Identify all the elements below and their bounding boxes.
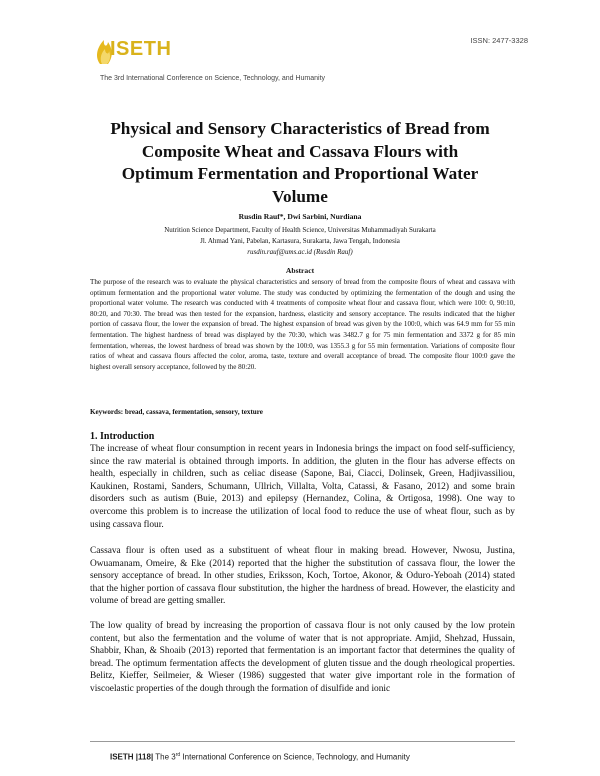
title-line: Composite Wheat and Cassava Flours with — [141, 141, 459, 161]
affiliation-department: Nutrition Science Department, Faculty of Health Science, Universitas Muhammadiyah Surakarta — [164, 226, 436, 234]
title-line: Optimum Fermentation and Proportional Water — [121, 164, 479, 183]
title-line: Physical and Sensory Characteristics of Bread from — [110, 119, 490, 138]
footer-conf-sup: rd — [175, 752, 181, 758]
footer-brand: ISETH — [110, 752, 134, 762]
logo-text: ISETH — [110, 38, 172, 60]
footer-conf-rest: International Conference on Science, Technology, and Humanity — [182, 752, 410, 762]
section-heading-introduction: 1. Introduction — [90, 431, 155, 442]
body-paragraph: The increase of wheat flour consumption in recent years in Indonesia brings the impact on food self-sufficiency, since the raw material is obtained through imports. In addition, the gluten in the flour has adverse effects on health, especially in children, such as celiac disease (Sapone, Bai, Ciacci, Dolinsek, Green, Hadjivassiliou, Kaukinen, Rostami, Sanders, Schumann, Ullrich, Villalta, Volta, Catassi, & Fasano, 2012) and some brain disorders such as autism (Buie, 2013) and epilepsy (Hernandez, Colina, & Ortigosa, 1998). One way to overcome this problem is to increase the utilization of local food to reduce the use of wheat flour, such as by using cassava flour. — [90, 444, 515, 530]
page-footer — [110, 752, 410, 762]
keywords: Keywords: bread, cassava, fermentation, sensory, texture — [90, 408, 263, 416]
authors: Rusdin Rauf*, Dwi Sarbini, Nurdiana — [238, 212, 362, 221]
issn-label: ISSN: 2477-3328 — [470, 36, 528, 45]
footer-conf-prefix: The 3 — [155, 752, 176, 762]
footer-divider — [90, 741, 515, 742]
abstract-heading: Abstract — [285, 266, 315, 275]
body-paragraph: The low quality of bread by increasing the proportion of cassava flour is not only caused by the low protein content, but also the fermentation and the volume of water that is not appropriate. Amjid, Shehzad, Hussain, Shabbir, Khan, & Shoaib (2013) reported that fermentation is an important factor that determines the quality of bread. The optimum fermentation affects the development of gluten tissue and the dough rheological properties. Belitz, Kieffer, Seilmeier, & Wieser (1986) suggested that water give important role in the formation of viscoelastic properties of the dough through the formation of disulfide and ionic — [90, 621, 515, 694]
iseth-logo — [92, 30, 202, 70]
title-line: Volume — [272, 186, 328, 206]
footer-page-number: |118| — [135, 752, 154, 762]
body-paragraph: Cassava flour is often used as a substituent of wheat flour in making bread. However, Nwosu, Justina, Owuamanam, Omeire, & Eke (2014) reported that the higher the substitution of cassava flour, the lower the sensory acceptance of bread. In other studies, Eriksson, Koch, Tortoe, Akonor, & Oduro-Yeboah (2014) stated that the higher portion of cassava flour substitution, the higher the hardness of bread. However, the elasticity and volume of bread are getting smaller. — [90, 546, 515, 607]
abstract-text: The purpose of the research was to evaluate the physical characteristics and sensory of bread from the composite flours of wheat and cassava with optimum fermentation and the proportional water volume. The study was conducted by optimizing the fermentation of the dough and using the proportional water volume. The research was conducted with 4 treatments of composite wheat flour and cassava flour, which were 100: 0, 90:10, 80:20, and 70:30. The bread was then tested for the expansion, hardness, elasticity and sensory acceptance. The results indicated that the higher portion of cassava flour, the lower the expansion of bread. The highest expansion of bread was given by the 100:0, which was 64.9 mm for 55 min fermentation. The highest hardness of bread was displayed by the 70:30, which was 3482.7 g for 75 min fermentation and 3372 g for 85 min fermentation, whereas, the lowest hardness of bread was shown by the 100:0, was 1355.3 g for 55 min fermentation. Variations of composite flour ratios of wheat and cassava flours affected the color, aroma, taste, texture and overall acceptance of bread. The composite flour 100:0 gave the highest overall sensory acceptance, followed by the 80:20. — [90, 278, 515, 371]
affiliation-address: Jl. Ahmad Yani, Pabelan, Kartasura, Surakarta, Jawa Tengah, Indonesia — [200, 237, 400, 245]
conference-header: The 3rd International Conference on Science, Technology, and Humanity — [100, 75, 326, 82]
author-email: rusdin.rauf@ums.ac.id (Rusdin Rauf) — [247, 248, 353, 256]
paper-title — [70, 118, 530, 208]
